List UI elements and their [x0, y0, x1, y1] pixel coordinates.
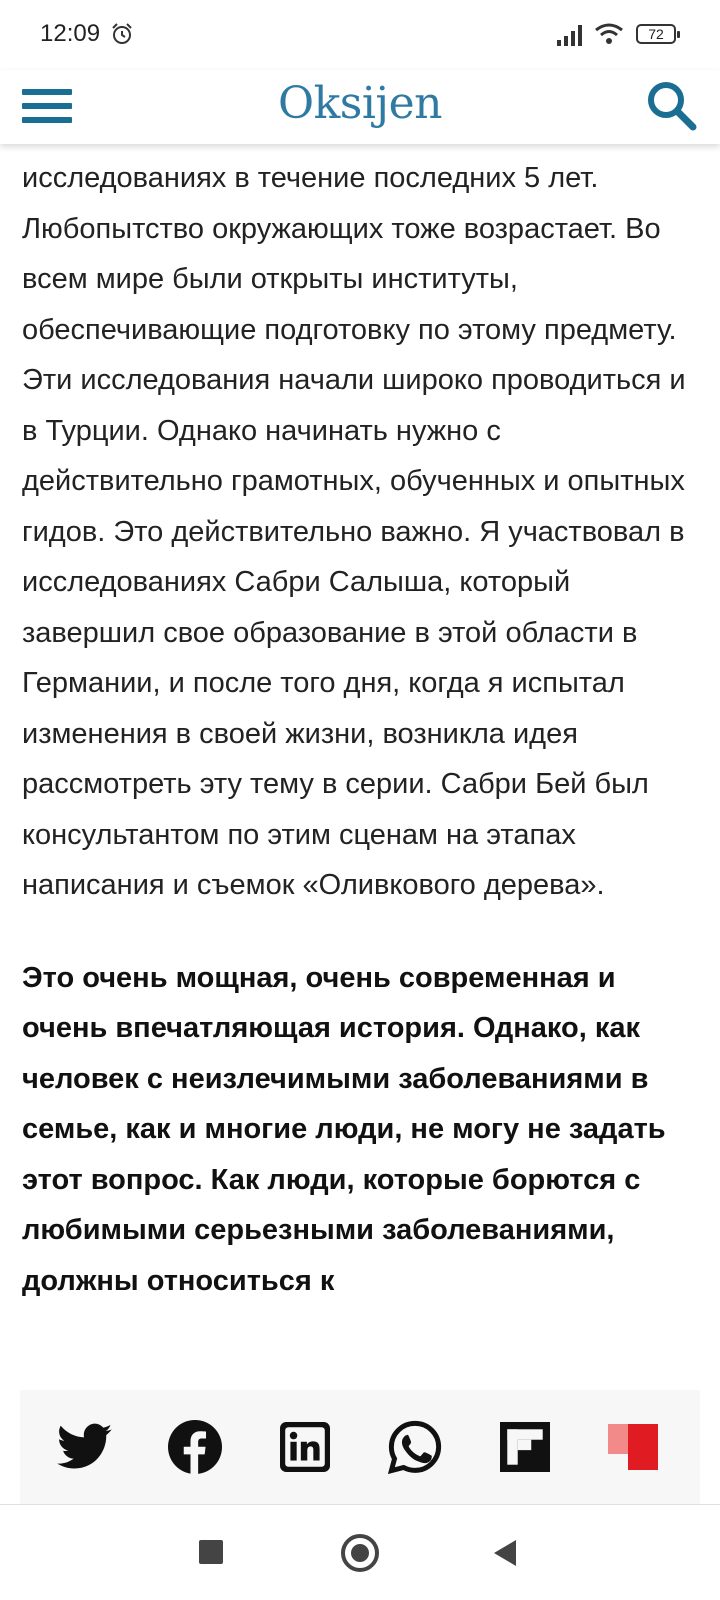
facebook-icon: [168, 1420, 222, 1474]
wifi-icon: [594, 22, 624, 46]
article-body: [0, 144, 720, 1390]
linkedin-share-button[interactable]: [273, 1415, 337, 1479]
status-bar: [0, 0, 720, 70]
share-bar: [20, 1390, 700, 1504]
whatsapp-share-button[interactable]: [383, 1415, 447, 1479]
flipboard-icon: [500, 1422, 550, 1472]
more-share-icon: [608, 1422, 662, 1472]
flipboard-share-button[interactable]: [493, 1415, 557, 1479]
facebook-share-button[interactable]: [163, 1415, 227, 1479]
app-header: [0, 70, 720, 144]
search-icon[interactable]: [644, 78, 698, 132]
status-time: 12:09: [40, 20, 101, 47]
twitter-share-button[interactable]: [53, 1415, 117, 1479]
back-button[interactable]: [494, 1540, 516, 1566]
battery-indicator: 72: [636, 24, 676, 44]
twitter-icon: [57, 1423, 113, 1471]
alarm-icon: [110, 22, 134, 46]
signal-icon: [556, 24, 586, 46]
site-logo[interactable]: Oksijen: [278, 78, 442, 129]
linkedin-icon: [280, 1422, 330, 1472]
home-button[interactable]: [341, 1534, 379, 1572]
article-paragraph: исследованиях в течение последних 5 лет. Любопытство окружающих тоже возрастает. Во всем мире были открыты институты, обеспечивающие подготовку по этому предмету. Эти исследования начали широко проводиться и в Турции. Однако начинать нужно с действительно грамотных, обученных и опытных гидов. Это действительно важно. Я участвовал в исследованиях Сабри Салыша, который завершил свое образование в этой области в Германии, и после того дня, когда я испытал изменения в своей жизни, возникла идея рассмотреть эту тему в серии. Сабри Бей был консультантом по этим сценам на этапах написания и съемок «Оливкового дерева».: [22, 162, 686, 901]
recents-button[interactable]: [199, 1540, 223, 1564]
system-navigation-bar: [0, 1504, 720, 1600]
whatsapp-icon: [388, 1420, 442, 1474]
more-share-button[interactable]: [603, 1415, 667, 1479]
article-paragraph-bold: Это очень мощная, очень современная и очень впечатляющая история. Однако, как человек с неизлечимыми заболеваниями в семье, как и многие люди, не могу не задать этот вопрос. Как люди, которые борются с любимыми серьезными заболеваниями, должны относиться к: [22, 961, 666, 1297]
